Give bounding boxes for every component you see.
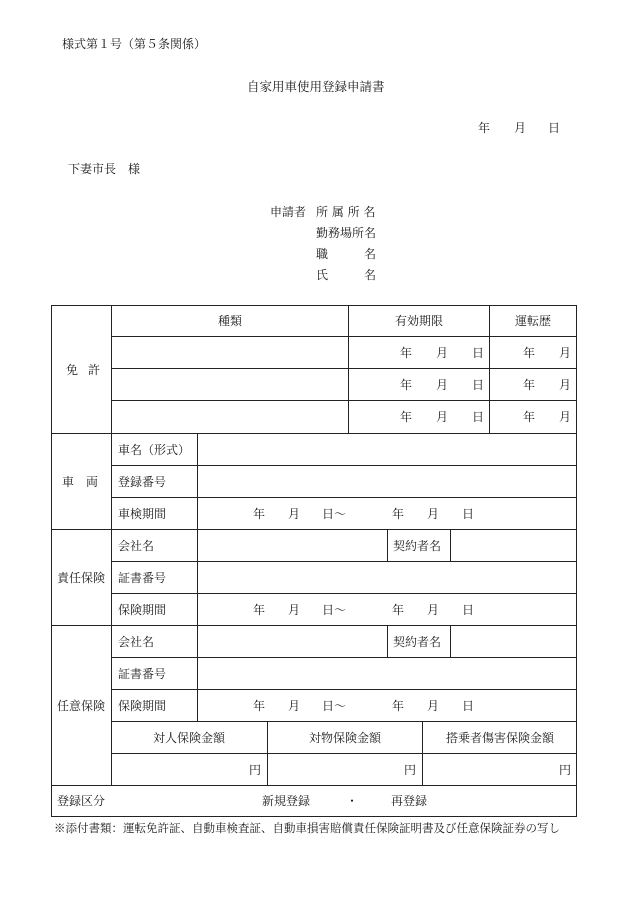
vehicle-section-label-1: 車	[62, 475, 75, 489]
voluntary-to-day: 日	[462, 699, 475, 713]
amount-passenger-label: 搭乗者傷害保険金額	[445, 731, 555, 745]
voluntary-to-month: 月	[427, 699, 440, 713]
license-row1-hist-year: 年	[523, 346, 536, 360]
liability-period-label: 保険期間	[118, 603, 167, 617]
inspection-to-month: 月	[427, 507, 440, 521]
license-col-expiry: 有効期限	[394, 314, 444, 328]
voluntary-from-month: 月	[288, 699, 301, 713]
voluntary-to-year: 年	[392, 699, 405, 713]
license-row1-month: 月	[436, 346, 449, 360]
license-row2-hist-year: 年	[523, 378, 536, 392]
addressee: 下妻市長 様	[68, 162, 141, 176]
license-row1-hist-month: 月	[559, 346, 572, 360]
inspection-from-year: 年	[253, 507, 266, 521]
attachment-note: ※添付書類：運転免許証、自動車検査証、自動車損害賠償責任保険証明書及び任意保険証券の写し	[54, 821, 560, 835]
vehicle-section-label-2: 両	[86, 475, 99, 489]
department-label: 所 属 所 名	[316, 205, 376, 219]
vehicle-model-label: 車名（形式）	[118, 443, 191, 457]
voluntary-contractor-label: 契約者名	[393, 635, 442, 649]
inspection-from-day: 日～	[322, 507, 347, 521]
registration-label: 登録区分	[57, 794, 106, 808]
license-row3-hist-year: 年	[523, 410, 536, 424]
name-label-1: 氏	[316, 268, 329, 282]
vehicle-reg-no-label: 登録番号	[118, 475, 167, 489]
date-year: 年	[478, 121, 491, 135]
registration-separator: ・	[346, 794, 359, 808]
license-section-label-2: 許	[88, 363, 101, 377]
voluntary-from-day: 日～	[322, 699, 347, 713]
license-row2-month: 月	[436, 378, 449, 392]
amount-personal-label: 対人保険金額	[152, 731, 226, 745]
registration-renew: 再登録	[391, 794, 428, 808]
license-col-type: 種類	[217, 314, 243, 328]
amount-property-label: 対物保険金額	[308, 731, 382, 745]
liability-from-day: 日～	[322, 603, 347, 617]
voluntary-company-label: 会社名	[118, 635, 155, 649]
liability-contractor-label: 契約者名	[393, 539, 442, 553]
liability-cert-no-label: 証書番号	[118, 571, 167, 585]
application-table	[51, 305, 577, 817]
voluntary-period-label: 保険期間	[118, 699, 167, 713]
license-row3-month: 月	[436, 410, 449, 424]
license-row1-year: 年	[400, 346, 413, 360]
applicant-label: 申請者	[270, 205, 307, 219]
inspection-from-month: 月	[288, 507, 301, 521]
liability-to-day: 日	[462, 603, 475, 617]
date-day: 日	[548, 121, 561, 135]
amount-personal-yen: 円	[249, 763, 262, 777]
liability-from-month: 月	[288, 603, 301, 617]
inspection-to-day: 日	[462, 507, 475, 521]
voluntary-section-label: 任意保険	[57, 699, 106, 713]
registration-new: 新規登録	[262, 794, 311, 808]
name-label-2: 名	[364, 268, 377, 282]
liability-to-year: 年	[392, 603, 405, 617]
liability-company-label: 会社名	[118, 539, 155, 553]
voluntary-cert-no-label: 証書番号	[118, 667, 167, 681]
liability-to-month: 月	[427, 603, 440, 617]
date-month: 月	[514, 121, 527, 135]
license-col-history: 運転歴	[514, 314, 552, 328]
vehicle-inspection-label: 車検期間	[118, 507, 167, 521]
form-number: 様式第１号（第５条関係）	[62, 37, 207, 51]
license-row2-hist-month: 月	[559, 378, 572, 392]
license-section-label-1: 免	[66, 363, 79, 377]
amount-passenger-yen: 円	[559, 763, 572, 777]
license-row3-hist-month: 月	[559, 410, 572, 424]
license-row3-day: 日	[472, 410, 485, 424]
position-label-1: 職	[316, 247, 329, 261]
liability-from-year: 年	[253, 603, 266, 617]
license-row3-year: 年	[400, 410, 413, 424]
license-row2-day: 日	[472, 378, 485, 392]
inspection-to-year: 年	[392, 507, 405, 521]
position-label-2: 名	[364, 247, 377, 261]
license-row2-year: 年	[400, 378, 413, 392]
workplace-label: 勤務場所名	[316, 226, 377, 240]
license-row1-day: 日	[472, 346, 485, 360]
voluntary-from-year: 年	[253, 699, 266, 713]
liability-section-label: 責任保険	[57, 571, 106, 585]
amount-property-yen: 円	[404, 763, 417, 777]
form-title: 自家用車使用登録申請書	[247, 79, 385, 94]
